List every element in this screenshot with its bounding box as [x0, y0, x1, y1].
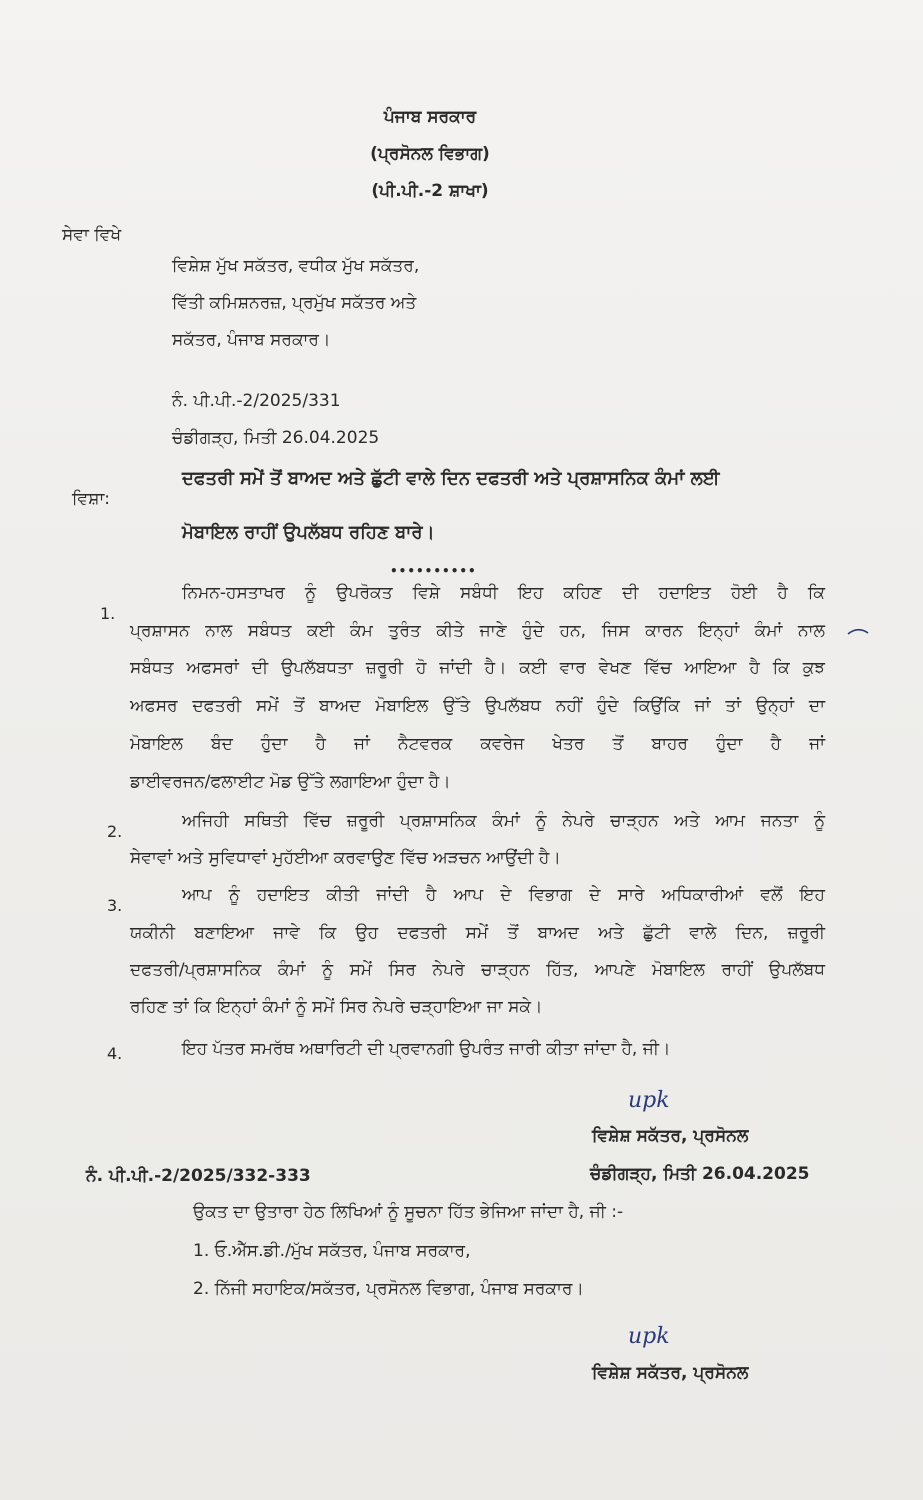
- pen-tick-mark: [846, 624, 872, 638]
- paragraph-line: ਆਪ ਨੂੰ ਹਦਾਇਤ ਕੀਤੀ ਜਾਂਦੀ ਹੈ ਆਪ ਦੇ ਵਿਭਾਗ ਦੇ ਸਾਰੇ ਅਧਿਕਾਰੀਆਂ ਵਲੋਂ ਇਹ: [182, 885, 825, 905]
- header-government: ਪੰਜਾਬ ਸਰਕਾਰ: [383, 107, 477, 127]
- signatory-designation: ਵਿਸ਼ੇਸ਼ ਸਕੱਤਰ, ਪ੍ਰਸੋਨਲ: [592, 1126, 749, 1146]
- salutation: ਸੇਵਾ ਵਿਖੇ: [62, 225, 122, 245]
- header-branch: (ਪੀ.ਪੀ.-2 ਸ਼ਾਖਾ): [371, 181, 489, 201]
- endorsement-number: ਨੰ. ਪੀ.ਪੀ.-2/2025/332-333: [86, 1166, 311, 1186]
- subject-separator: ••••••••••: [390, 564, 477, 578]
- paragraph-number: 2.: [107, 822, 123, 841]
- paragraph-number: 4.: [107, 1044, 123, 1063]
- endorsement-intro: ਉਕਤ ਦਾ ਉਤਾਰਾ ਹੇਠ ਲਿਖਿਆਂ ਨੂੰ ਸੂਚਨਾ ਹਿੱਤ ਭੇਜਿਆ ਜਾਂਦਾ ਹੈ, ਜੀ :-: [193, 1202, 624, 1222]
- subject-line: ਮੋਬਾਇਲ ਰਾਹੀਂ ਉਪਲੱਬਧ ਰਹਿਣ ਬਾਰੇ।: [182, 522, 435, 543]
- paragraph-number: 1.: [100, 604, 116, 623]
- paragraph-line: ਡਾਈਵਰਜਨ/ਫਲਾਈਟ ਮੋਡ ਉੱਤੇ ਲਗਾਇਆ ਹੁੰਦਾ ਹੈ।: [130, 772, 451, 792]
- paragraph-line: ਸੇਵਾਵਾਂ ਅਤੇ ਸੁਵਿਧਾਵਾਂ ਮੁਹੱਈਆ ਕਰਵਾਉਣ ਵਿੱਚ ਅੜਚਨ ਆਉਂਦੀ ਹੈ।: [130, 848, 561, 868]
- paragraph-line: ਪ੍ਰਸ਼ਾਸਨ ਨਾਲ ਸਬੰਧਤ ਕਈ ਕੰਮ ਤੁਰੰਤ ਕੀਤੇ ਜਾਣੇ ਹੁੰਦੇ ਹਨ, ਜਿਸ ਕਾਰਨ ਇਨ੍ਹਾਂ ਕੰਮਾਂ ਨਾਲ: [130, 621, 825, 641]
- addressee-line: ਵਿੱਤੀ ਕਮਿਸ਼ਨਰਜ਼, ਪ੍ਰਮੁੱਖ ਸਕੱਤਰ ਅਤੇ: [172, 293, 417, 313]
- signature-initials: upk: [628, 1088, 670, 1113]
- paragraph-line: ਯਕੀਨੀ ਬਣਾਇਆ ਜਾਵੇ ਕਿ ਉਹ ਦਫਤਰੀ ਸਮੇਂ ਤੋਂ ਬਾਅਦ ਅਤੇ ਛੁੱਟੀ ਵਾਲੇ ਦਿਨ, ਜ਼ਰੂਰੀ: [130, 923, 825, 943]
- endorsement-date: ਚੰਡੀਗੜ੍ਹ, ਮਿਤੀ 26.04.2025: [590, 1164, 810, 1184]
- signatory-designation: ਵਿਸ਼ੇਸ਼ ਸਕੱਤਰ, ਪ੍ਰਸੋਨਲ: [592, 1363, 749, 1383]
- paragraph-line: ਇਹ ਪੱਤਰ ਸਮਰੱਥ ਅਥਾਰਿਟੀ ਦੀ ਪ੍ਰਵਾਨਗੀ ਉਪਰੰਤ ਜਾਰੀ ਕੀਤਾ ਜਾਂਦਾ ਹੈ, ਜੀ।: [182, 1039, 671, 1059]
- addressee-line: ਵਿਸ਼ੇਸ਼ ਮੁੱਖ ਸਕੱਤਰ, ਵਧੀਕ ਮੁੱਖ ਸਕੱਤਰ,: [172, 256, 420, 276]
- recipient-item: 1. ਓ.ਐੱਸ.ਡੀ./ਮੁੱਖ ਸਕੱਤਰ, ਪੰਜਾਬ ਸਰਕਾਰ,: [193, 1241, 471, 1261]
- header-department: (ਪ੍ਰਸੋਨਲ ਵਿਭਾਗ): [370, 144, 490, 164]
- subject-line: ਦਫਤਰੀ ਸਮੇਂ ਤੋਂ ਬਾਅਦ ਅਤੇ ਛੁੱਟੀ ਵਾਲੇ ਦਿਨ ਦਫਤਰੀ ਅਤੇ ਪ੍ਰਸ਼ਾਸਨਿਕ ਕੰਮਾਂ ਲਈ: [182, 468, 720, 489]
- paragraph-line: ਅਜਿਹੀ ਸਥਿਤੀ ਵਿੱਚ ਜ਼ਰੂਰੀ ਪ੍ਰਸ਼ਾਸਨਿਕ ਕੰਮਾਂ ਨੂੰ ਨੇਪਰੇ ਚਾੜ੍ਹਨ ਅਤੇ ਆਮ ਜਨਤਾ ਨੂੰ: [182, 811, 825, 831]
- signature-initials: upk: [628, 1324, 670, 1349]
- reference-number: ਨੰ. ਪੀ.ਪੀ.-2/2025/331: [172, 391, 341, 411]
- paragraph-line: ਅਫਸਰ ਦਫਤਰੀ ਸਮੇਂ ਤੋਂ ਬਾਅਦ ਮੋਬਾਇਲ ਉੱਤੇ ਉਪਲੱਬਧ ਨਹੀਂ ਹੁੰਦੇ ਕਿਉਂਕਿ ਜਾਂ ਤਾਂ ਉਨ੍ਹਾਂ ਦਾ: [130, 696, 825, 716]
- addressee-line: ਸਕੱਤਰ, ਪੰਜਾਬ ਸਰਕਾਰ।: [172, 330, 331, 350]
- paragraph-line: ਨਿਮਨ-ਹਸਤਾਖਰ ਨੂੰ ਉਪਰੋਕਤ ਵਿਸ਼ੇ ਸਬੰਧੀ ਇਹ ਕਹਿਣ ਦੀ ਹਦਾਇਤ ਹੋਈ ਹੈ ਕਿ: [182, 583, 825, 603]
- paragraph-number: 3.: [107, 896, 123, 915]
- paragraph-line: ਰਹਿਣ ਤਾਂ ਕਿ ਇਨ੍ਹਾਂ ਕੰਮਾਂ ਨੂੰ ਸਮੇਂ ਸਿਰ ਨੇਪਰੇ ਚੜ੍ਹਾਇਆ ਜਾ ਸਕੇ।: [130, 997, 543, 1017]
- paragraph-line: ਦਫਤਰੀ/ਪ੍ਰਸ਼ਾਸਨਿਕ ਕੰਮਾਂ ਨੂੰ ਸਮੇਂ ਸਿਰ ਨੇਪਰੇ ਚਾੜ੍ਹਨ ਹਿੱਤ, ਆਪਣੇ ਮੋਬਾਇਲ ਰਾਹੀਂ ਉਪਲੱਬਧ: [130, 960, 825, 980]
- reference-date: ਚੰਡੀਗੜ੍ਹ, ਮਿਤੀ 26.04.2025: [172, 428, 380, 448]
- paragraph-line: ਮੋਬਾਇਲ ਬੰਦ ਹੁੰਦਾ ਹੈ ਜਾਂ ਨੈਟਵਰਕ ਕਵਰੇਜ ਖੇਤਰ ਤੋਂ ਬਾਹਰ ਹੁੰਦਾ ਹੈ ਜਾਂ: [130, 734, 825, 754]
- recipient-item: 2. ਨਿੱਜੀ ਸਹਾਇਕ/ਸਕੱਤਰ, ਪ੍ਰਸੋਨਲ ਵਿਭਾਗ, ਪੰਜਾਬ ਸਰਕਾਰ।: [193, 1279, 584, 1299]
- subject-label: ਵਿਸ਼ਾ:: [72, 489, 111, 509]
- paragraph-line: ਸਬੰਧਤ ਅਫਸਰਾਂ ਦੀ ਉਪਲੱਬਧਤਾ ਜ਼ਰੂਰੀ ਹੋ ਜਾਂਦੀ ਹੈ। ਕਈ ਵਾਰ ਵੇਖਣ ਵਿੱਚ ਆਇਆ ਹੈ ਕਿ ਕੁਝ: [130, 658, 825, 678]
